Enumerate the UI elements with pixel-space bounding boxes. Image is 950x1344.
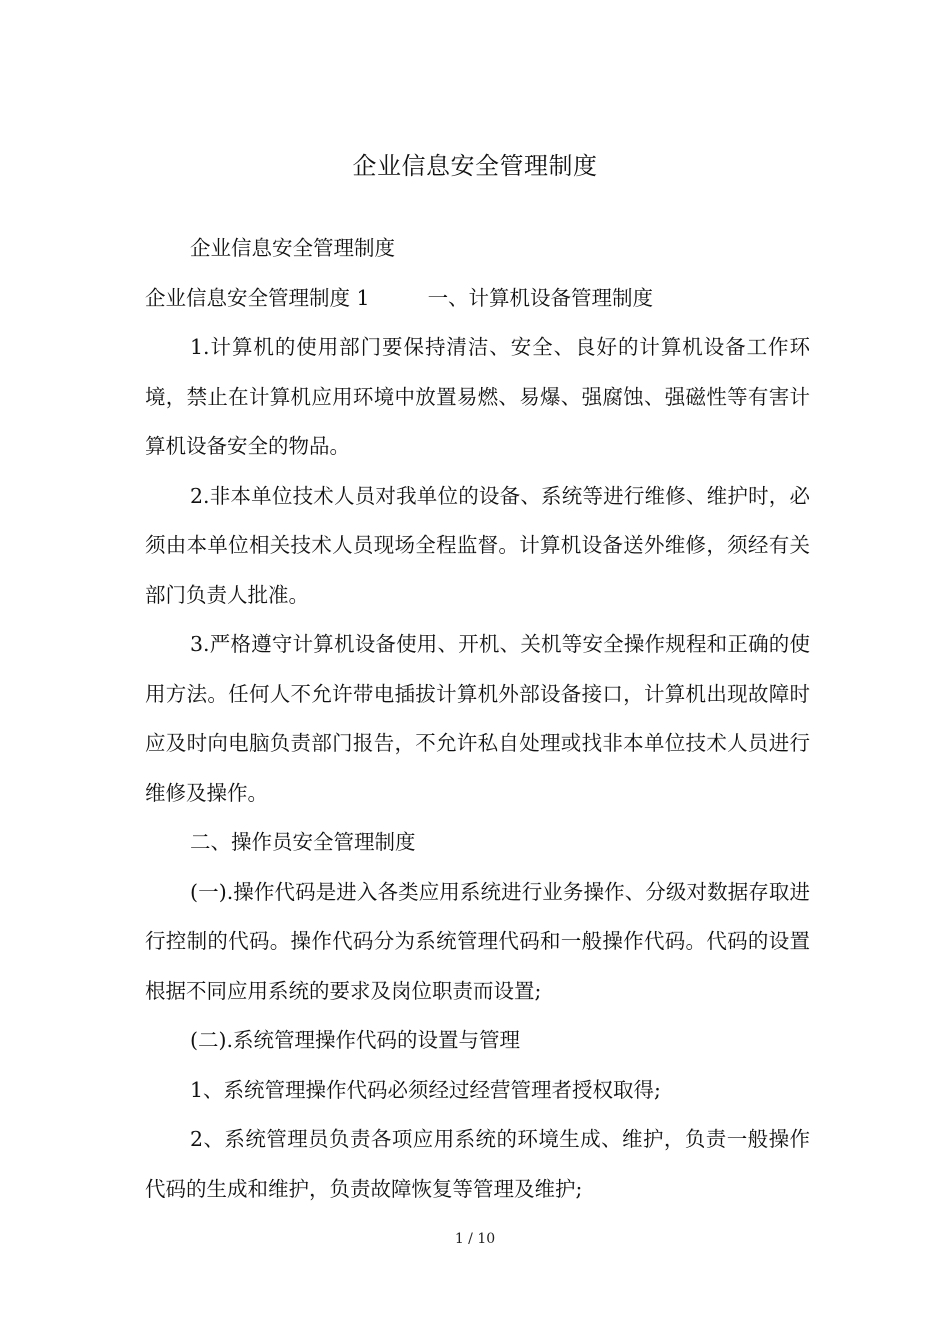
document-body (145, 224, 810, 1214)
document-subtitle: 企业信息安全管理制度 (190, 236, 395, 260)
paragraph-1: 1.计算机的使用部门要保持清洁、安全、良好的计算机设备工作环境，禁止在计算机应用环境中放置易燃、易爆、强腐蚀、强磁性等有害计算机设备安全的物品。 (145, 335, 810, 458)
section-heading-operators: 二、操作员安全管理制度 (190, 830, 416, 854)
subsection-heading: (二).系统管理操作代码的设置与管理 (190, 1028, 521, 1052)
paragraph-6: 2、系统管理员负责各项应用系统的环境生成、维护，负责一般操作代码的生成和维护，负责故障恢复等管理及维护; (145, 1127, 810, 1201)
page-number: 1 / 10 (454, 1231, 496, 1247)
paragraph-5: 1、系统管理操作代码必须经过经营管理者授权取得; (190, 1077, 661, 1102)
paragraph-3: 3.严格遵守计算机设备使用、开机、关机等安全操作规程和正确的使用方法。任何人不允许带电插拔计算机外部设备接口，计算机出现故障时应及时向电脑负责部门报告，不允许私自处理或找非本单位技术人员进行维修及操作。 (145, 632, 810, 805)
paragraph-4: (一).操作代码是进入各类应用系统进行业务操作、分级对数据存取进行控制的代码。操作代码分为系统管理代码和一般操作代码。代码的设置根据不同应用系统的要求及岗位职责而设置; (145, 879, 810, 1003)
document-title: 企业信息安全管理制度 (352, 152, 598, 180)
section-line-right: 一、计算机设备管理制度 (427, 285, 654, 310)
paragraph-2: 2.非本单位技术人员对我单位的设备、系统等进行维修、维护时，必须由本单位相关技术人员现场全程监督。计算机设备送外维修，须经有关部门负责人批准。 (145, 483, 810, 607)
section-heading-line (145, 274, 810, 324)
section-line-left: 企业信息安全管理制度 1 (145, 285, 370, 310)
